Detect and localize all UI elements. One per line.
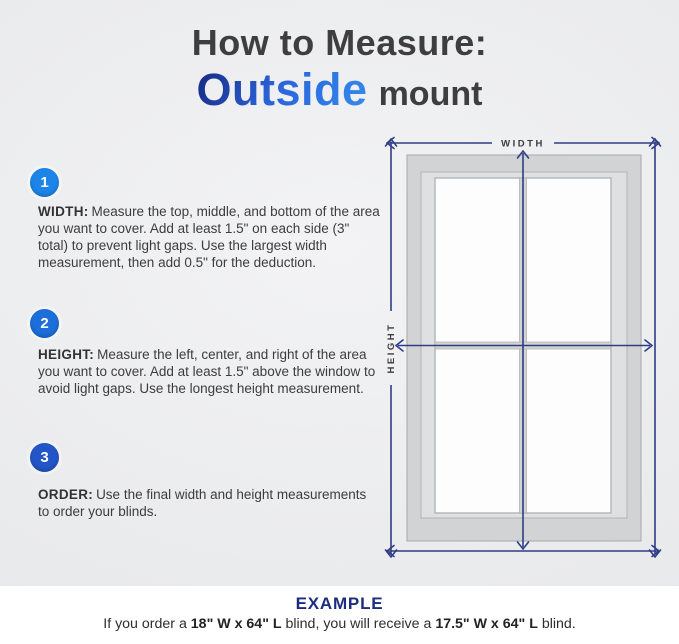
page-title: How to Measure: xyxy=(191,22,488,63)
step-1-body: Measure the top, middle, and bottom of the area you want to cover. Add at least 1.5" on each side (3" total) to prevent light gaps. Use the largest width measurement, then add 0.5" for the deduction. xyxy=(38,204,380,270)
window-measurement-diagram xyxy=(380,132,672,564)
outside-mount-highlight: Outside xyxy=(196,64,368,115)
step-3-body: Use the final width and height measurements to order your blinds. xyxy=(38,487,367,519)
step-3-label: ORDER: xyxy=(38,487,94,502)
mount-text: mount xyxy=(378,75,483,113)
step-3-badge: 3 xyxy=(30,443,59,472)
right-height-arrow xyxy=(650,139,661,557)
step-2-body: Measure the left, center, and right of the area you want to cover. Add at least 1.5" above the window to avoid light gaps. Use the longest height measurement. xyxy=(38,347,376,396)
window-diagram-svg xyxy=(380,132,672,564)
step-3-text xyxy=(38,486,378,520)
height-label: HEIGHT xyxy=(386,322,397,374)
step-1-text xyxy=(38,203,380,271)
width-label: WIDTH xyxy=(501,138,545,150)
example-post: blind. xyxy=(537,616,576,632)
height-arrow xyxy=(386,139,398,557)
page-subtitle xyxy=(0,64,679,116)
step-1-label: WIDTH: xyxy=(38,204,89,219)
example-pre: If you order a xyxy=(103,616,191,632)
example-ordered-size: 18" W x 64" L xyxy=(190,616,282,632)
example-received-size: 17.5" W x 64" L xyxy=(435,616,538,632)
step-2-badge: 2 xyxy=(30,309,59,338)
example-section xyxy=(0,586,679,644)
example-title: EXAMPLE xyxy=(295,594,384,613)
bottom-width-arrow xyxy=(387,546,659,557)
step-1-badge: 1 xyxy=(30,168,59,197)
width-arrow xyxy=(387,138,659,150)
example-mid: blind, you will receive a xyxy=(281,616,436,632)
header xyxy=(0,22,679,116)
example-text xyxy=(0,616,679,632)
step-2-label: HEIGHT: xyxy=(38,347,95,362)
step-2-text xyxy=(38,346,388,397)
